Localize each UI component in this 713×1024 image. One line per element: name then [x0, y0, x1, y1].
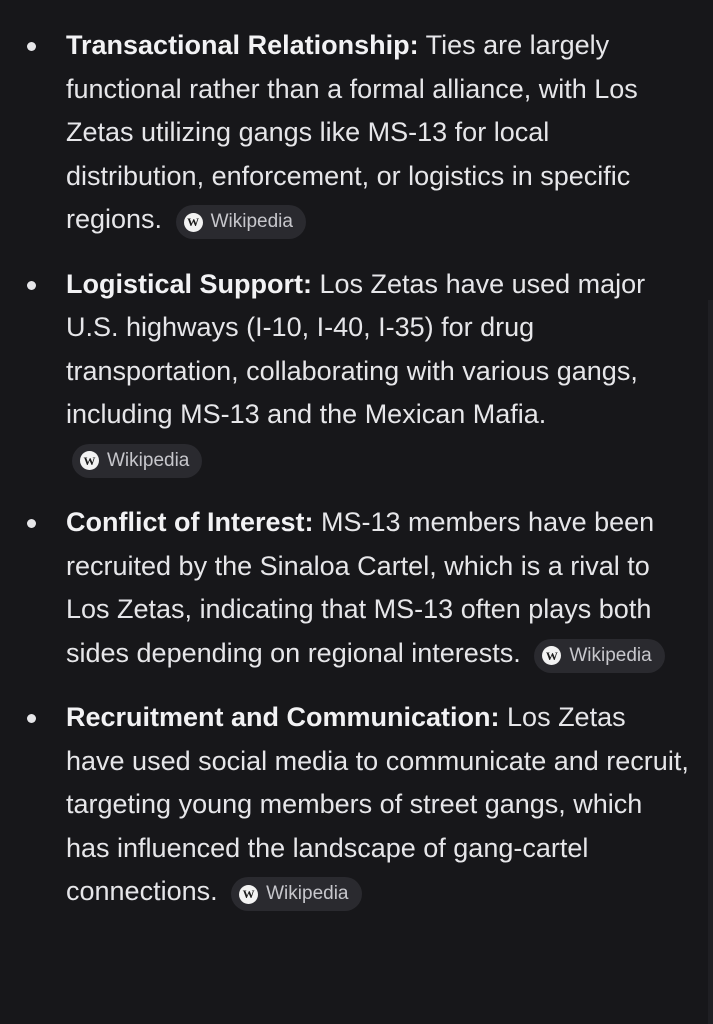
scrollbar-track[interactable] — [708, 300, 713, 1024]
source-chip-label: Wikipedia — [107, 449, 190, 471]
source-chip-wikipedia[interactable] — [176, 205, 306, 239]
item-text: Ties are largely functional rather than a formal alliance, with Los Zetas utilizing gangs like MS-13 for local distribution, enforcement, or logistics in specific regions. — [66, 30, 638, 234]
wikipedia-w-icon: W — [542, 646, 561, 665]
wikipedia-w-icon: W — [184, 213, 203, 232]
list-item — [66, 263, 689, 481]
source-chip-label: Wikipedia — [210, 211, 293, 232]
source-chip-wikipedia[interactable] — [231, 877, 361, 911]
item-text: MS-13 members have been recruited by the Sinaloa Cartel, which is a rival to Los Zetas, indicating that MS-13 often plays both sides depending on regional interests. — [66, 507, 655, 668]
wikipedia-w-icon: W — [80, 451, 99, 470]
source-chip-label: Wikipedia — [569, 644, 652, 666]
list-item — [66, 501, 689, 675]
item-text: Los Zetas have used major U.S. highways (I-10, I-40, I-35) for drug transportation, collaborating with various gangs, including MS-13 and the Mexican Mafia. — [66, 268, 646, 429]
item-text: Los Zetas have used social media to communicate and recruit, targeting young members of street gangs, which has influenced the landscape of gang-cartel connections. — [66, 702, 689, 906]
item-term: Recruitment and Communication: — [66, 702, 500, 732]
item-term: Conflict of Interest: — [66, 507, 314, 537]
list-item — [66, 696, 689, 914]
item-term: Transactional Relationship: — [66, 30, 419, 60]
source-chip-label: Wikipedia — [266, 883, 349, 904]
source-chip-wikipedia[interactable] — [534, 639, 664, 673]
bullet-icon — [27, 519, 36, 528]
bullet-icon — [27, 714, 36, 723]
item-term: Logistical Support: — [66, 268, 312, 299]
source-chip-wikipedia[interactable] — [72, 444, 202, 478]
wikipedia-w-icon: W — [239, 885, 258, 904]
list-item — [66, 24, 689, 242]
bullet-icon — [27, 42, 36, 51]
bullet-icon — [27, 281, 36, 290]
